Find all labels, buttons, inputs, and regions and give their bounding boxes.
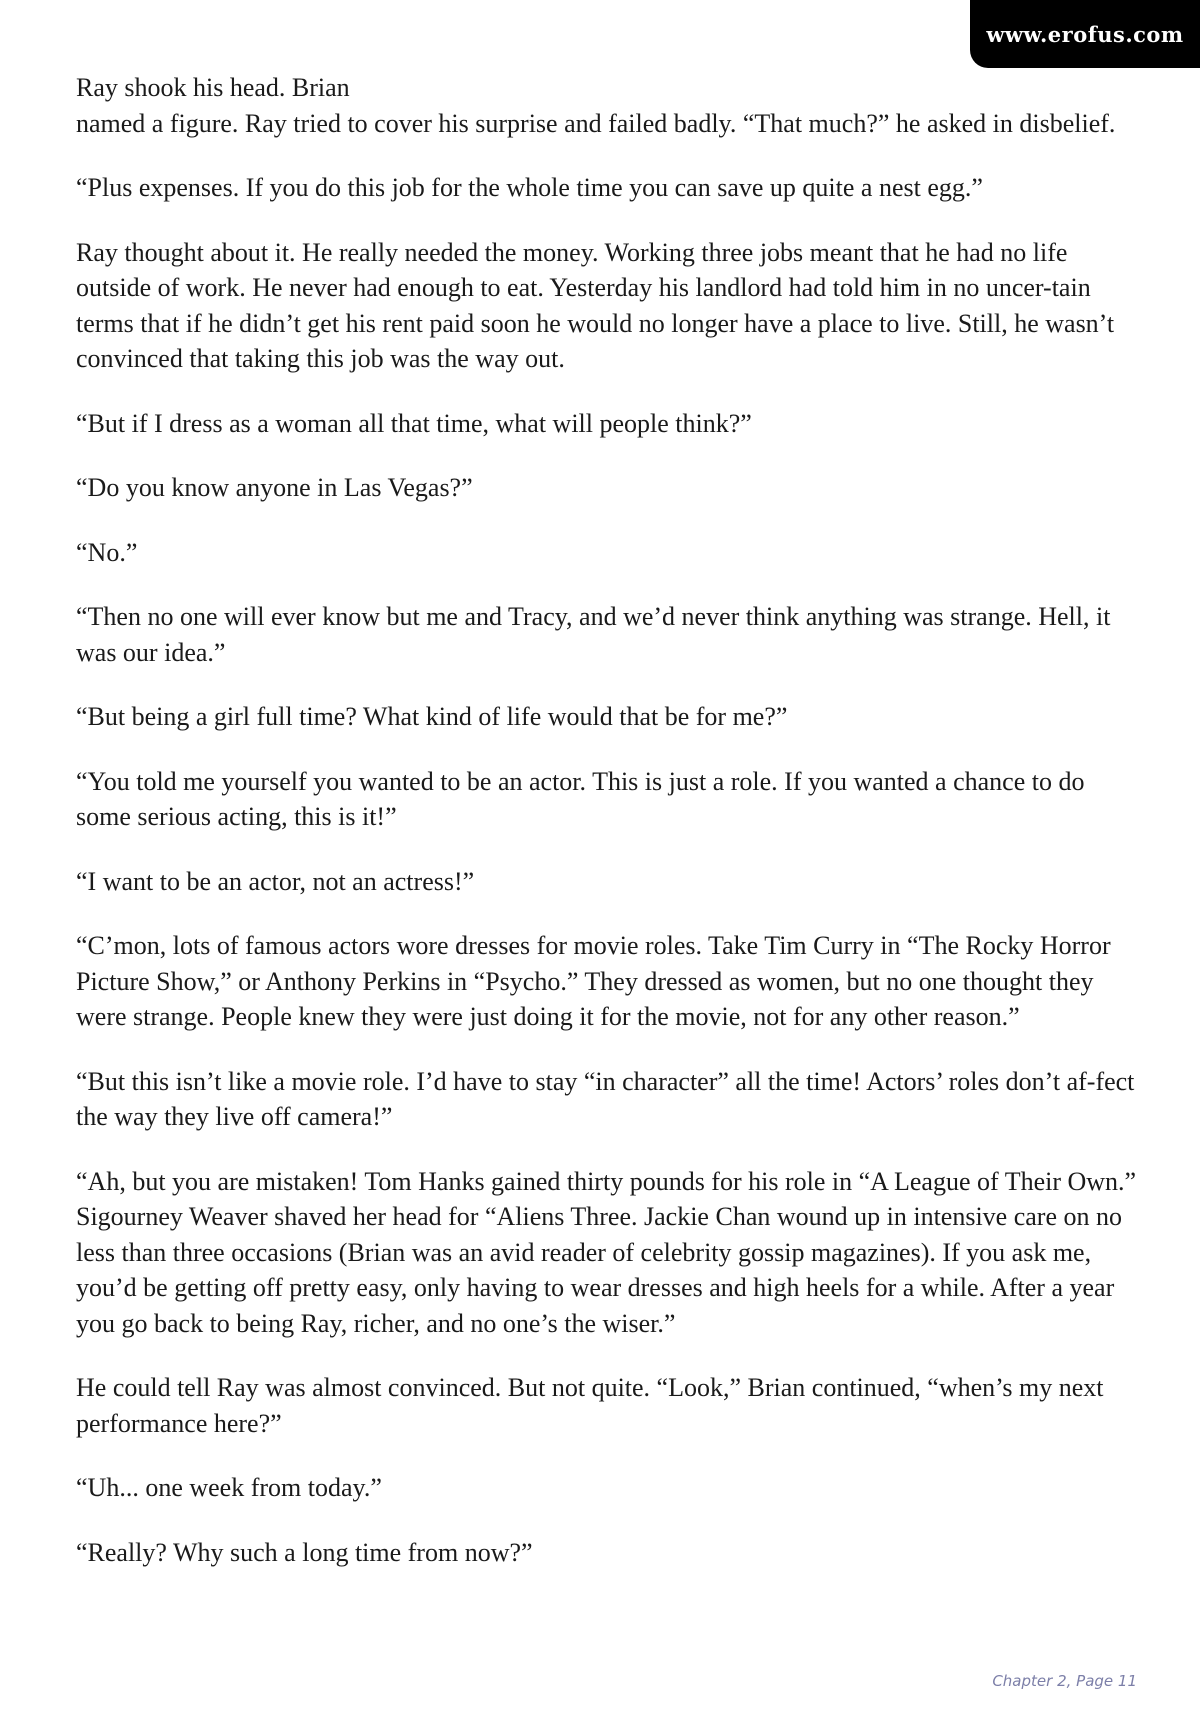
paragraph: “I want to be an actor, not an actress!” [76, 866, 475, 896]
paragraph: “Uh... one week from today.” [76, 1473, 382, 1502]
paragraph: “But being a girl full time? What kind of life would that be for me?” [76, 702, 788, 731]
paragraph: “Then no one will ever know but me and Tracy, and we’d never think anything was strange. Hell, it was our idea.” [76, 602, 1111, 667]
paragraph: “Do you know anyone in Las Vegas?” [76, 473, 473, 502]
paragraph: “C’mon, lots of famous actors wore dresses for movie roles. Take Tim Curry in “The Rocky Horror Picture Show,” or Anthony Perkins in “Psycho.” They dressed as women, but no one thought they were strange. People knew they were just doing it for the movie, not for any other reason.” [76, 931, 1111, 1031]
paragraph: He could tell Ray was almost convinced. But not quite. “Look,” Brian continued, “when’s my next performance here?” [76, 1373, 1104, 1438]
paragraph: “But if I dress as a woman all that time, what will people think?” [76, 408, 752, 438]
watermark-text: www.erofus.com [986, 21, 1184, 47]
paragraph: “You told me yourself you wanted to be an actor. This is just a role. If you wanted a chance to do some serious acting, this is it!” [76, 766, 1085, 831]
paragraph: “Ah, but you are mistaken! Tom Hanks gained thirty pounds for his role in “A League of Their Own.” Sigourney Weaver shaved her head for “Aliens Three. Jackie Chan wound up in intensive care on no less than three occasions (Brian was an avid reader of celebrity gossip magazines). If you ask me, you’d be getting off pretty easy, only having to wear dresses and high heels for a while. After a year you go back to being Ray, richer, and no one’s the wiser.” [76, 1166, 1137, 1338]
paragraph: “Really? Why such a long time from now?” [76, 1537, 533, 1567]
page-number-label: Chapter 2, Page 11 [992, 1672, 1137, 1690]
paragraph: “But this isn’t like a movie role. I’d have to stay “in character” all the time! Actors’ roles don’t af-fect the way they live off camera!” [76, 1066, 1135, 1131]
paragraph: Ray thought about it. He really needed the money. Working three jobs meant that he had no life outside of work. He never had enough to eat. Yesterday his landlord had told him in no uncer-tain terms that if he didn’t get his rent paid soon he would no longer have a place to live. Still, he wasn’t convinced that taking this job was the way out. [76, 237, 1115, 373]
watermark-banner [970, 0, 1200, 68]
paragraph: “Plus expenses. If you do this job for the whole time you can save up quite a nest egg.” [76, 173, 983, 202]
paragraph: Ray shook his head. Brian named a figure. Ray tried to cover his surprise and failed badly. “That much?” he asked in disbelief. [76, 73, 1116, 138]
paragraph: “No.” [76, 537, 138, 567]
story-text [76, 70, 1138, 1599]
